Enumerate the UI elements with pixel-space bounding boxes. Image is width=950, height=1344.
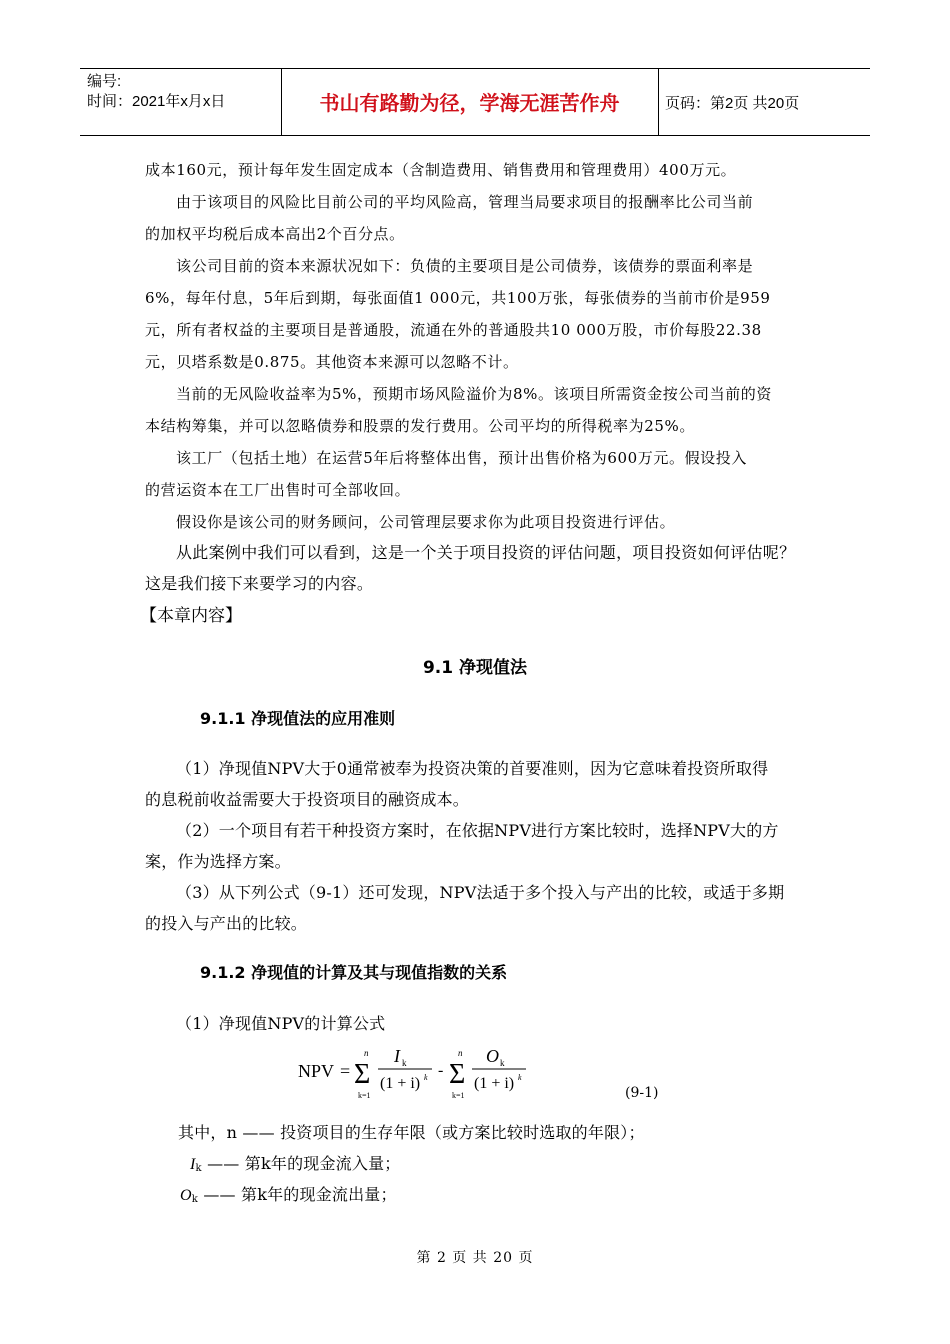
body-line: 本结构筹集，并可以忽略债券和股票的发行费用。公司平均的所得税率为25%。 bbox=[145, 417, 695, 435]
symbol-ik: I bbox=[190, 1156, 196, 1173]
num-ok: O bbox=[486, 1046, 499, 1066]
header-page-number: 页码：第2页 共20页 bbox=[665, 95, 800, 112]
header-meta bbox=[87, 72, 225, 112]
rule-line: （3）从下列公式（9-1）还可发现，NPV法适于多个投入与产出的比较，或适于多期 bbox=[176, 883, 785, 902]
body-line: 该公司目前的资本来源状况如下：负债的主要项目是公司债券，该债券的票面利率是 bbox=[176, 257, 754, 275]
rule-line: 的投入与产出的比较。 bbox=[145, 914, 308, 933]
header-divider-right bbox=[658, 68, 659, 135]
subsection-title-911: 9.1.1 净现值法的应用准则 bbox=[200, 709, 396, 728]
body-line: 当前的无风险收益率为5%，预期市场风险溢价为8%。该项目所需资金按公司当前的资 bbox=[176, 385, 772, 403]
document-date: 时间：2021年x月x日 bbox=[87, 93, 226, 110]
symbol-ok-sub: k bbox=[191, 1194, 199, 1205]
body-line: 这是我们接下来要学习的内容。 bbox=[145, 574, 374, 593]
definition-ik bbox=[190, 1151, 855, 1174]
header-motto: 书山有路勤为径，学海无涯苦作舟 bbox=[319, 91, 620, 115]
body-line: 假设你是该公司的财务顾问，公司管理层要求你为此项目投资进行评估。 bbox=[176, 513, 676, 531]
body-line: 的加权平均税后成本高出2个百分点。 bbox=[145, 225, 405, 243]
document-number-label: 编号: bbox=[87, 73, 122, 90]
sigma-1: Σ bbox=[354, 1059, 371, 1090]
sigma-2: Σ bbox=[449, 1059, 466, 1090]
definition-ok-text: —— 第k年的现金流出量； bbox=[203, 1185, 397, 1204]
den-2-exp: k bbox=[518, 1073, 522, 1082]
body-line: 的营运资本在工厂出售时可全部收回。 bbox=[145, 481, 411, 499]
den-2: (1 + i) bbox=[474, 1075, 515, 1092]
sigma-2-top: n bbox=[458, 1048, 463, 1058]
chapter-content-heading: 【本章内容】 bbox=[140, 606, 242, 626]
body-line: 元，贝塔系数是0.875。其他资本来源可以忽略不计。 bbox=[145, 353, 519, 371]
sigma-1-bottom: k=1 bbox=[358, 1091, 371, 1100]
definition-n: 其中，n —— 投资项目的生存年限（或方案比较时选取的年限）； bbox=[178, 1123, 645, 1142]
symbol-ik-sub: k bbox=[195, 1163, 202, 1174]
header-bottom-rule bbox=[80, 135, 870, 136]
definition-ik-text: —— 第k年的现金流入量； bbox=[207, 1154, 401, 1173]
symbol-ok: O bbox=[180, 1187, 192, 1204]
footer-page-number: 第 2 页 共 20 页 bbox=[416, 1250, 534, 1266]
body-line: 6%，每年付息，5年后到期，每张面值1 000元，共100万张，每张债券的当前市价是959 bbox=[145, 289, 771, 307]
rule-line: （2）一个项目有若干种投资方案时，在依据NPV进行方案比较时，选择NPV大的方 bbox=[176, 821, 779, 840]
section-title: 9.1 净现值法 bbox=[422, 658, 528, 678]
den-1: (1 + i) bbox=[380, 1075, 421, 1092]
num-ik-sub: k bbox=[402, 1058, 407, 1068]
npv-formula bbox=[296, 1045, 556, 1105]
sigma-2-bottom: k=1 bbox=[452, 1091, 465, 1100]
rule-line: 的息税前收益需要大于投资项目的融资成本。 bbox=[145, 790, 470, 809]
definition-ok bbox=[180, 1182, 845, 1205]
rule-line: 案，作为选择方案。 bbox=[145, 852, 291, 871]
body-line: 从此案例中我们可以看到，这是一个关于项目投资的评估问题，项目投资如何评估呢？ bbox=[176, 543, 796, 562]
rule-line: （1）净现值NPV大于0通常被奉为投资决策的首要准则，因为它意味着投资所取得 bbox=[176, 759, 769, 778]
equation-number: (9-1) bbox=[625, 1085, 659, 1101]
num-ik: I bbox=[394, 1046, 400, 1066]
sigma-1-top: n bbox=[364, 1048, 369, 1058]
body-line: 该工厂（包括土地）在运营5年后将整体出售，预计出售价格为600万元。假设投入 bbox=[176, 449, 747, 467]
formula-equals: = bbox=[340, 1061, 351, 1081]
body-line: 元，所有者权益的主要项目是普通股，流通在外的普通股共10 000万股，市价每股22.38 bbox=[145, 321, 762, 339]
formula-lhs: NPV bbox=[298, 1061, 335, 1081]
den-1-exp: k bbox=[424, 1073, 428, 1082]
formula-minus: - bbox=[438, 1062, 444, 1079]
body-line: 由于该项目的风险比目前公司的平均风险高，管理当局要求项目的报酬率比公司当前 bbox=[176, 193, 754, 211]
body-line: 成本160元，预计每年发生固定成本（含制造费用、销售费用和管理费用）400万元。 bbox=[145, 161, 737, 179]
num-ok-sub: k bbox=[500, 1058, 505, 1068]
subsection-title-912: 9.1.2 净现值的计算及其与现值指数的关系 bbox=[200, 963, 508, 982]
formula-intro: （1）净现值NPV的计算公式 bbox=[176, 1014, 386, 1033]
